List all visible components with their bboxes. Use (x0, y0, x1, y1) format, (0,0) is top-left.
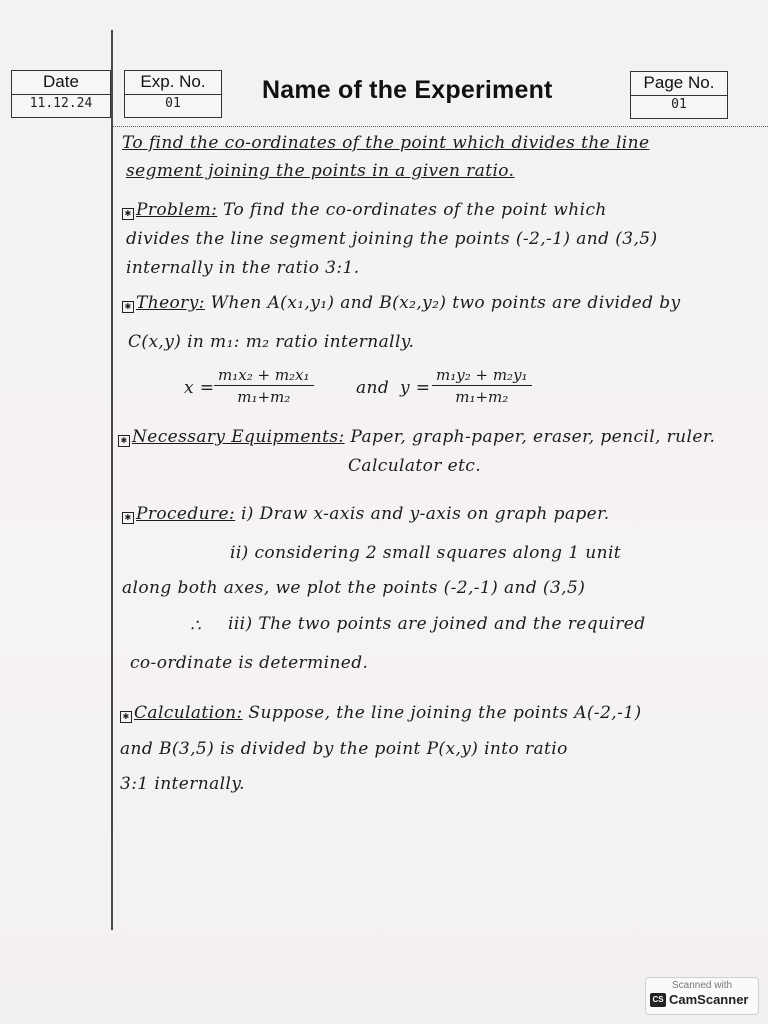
formula-and: and (356, 378, 390, 398)
procedure-line-1 (122, 504, 610, 524)
equipment-text-1: Paper, graph-paper, eraser, pencil, ruler. (350, 427, 716, 447)
bullet-icon: ✱ (122, 512, 134, 524)
procedure-step-1: i) Draw x-axis and y-axis on graph paper. (240, 504, 610, 524)
camscanner-watermark (645, 977, 759, 1015)
page-no-box (630, 71, 728, 119)
problem-line-2: divides the line segment joining the points (-2,-1) and (3,5) (126, 229, 658, 249)
equipment-heading: Necessary Equipments: (132, 427, 345, 447)
calculation-line-2: and B(3,5) is divided by the point P(x,y) into ratio (120, 739, 568, 759)
y-formula-lhs: y = (400, 378, 431, 398)
equipment-line-1 (118, 427, 715, 447)
x-formula-lhs: x = (184, 378, 215, 398)
calculation-line-1 (120, 703, 641, 723)
date-value: 11.12.24 (29, 96, 93, 111)
page-no-value: 01 (671, 97, 687, 112)
experiment-title: Name of the Experiment (262, 76, 553, 104)
y-formula-fraction (432, 366, 532, 406)
problem-text-1: To find the co-ordinates of the point which (223, 200, 607, 220)
procedure-step-3: iii) The two points are joined and the required (228, 614, 646, 634)
camscanner-logo-icon: CS (650, 993, 666, 1007)
date-box (11, 70, 111, 118)
problem-heading: Problem: (136, 200, 218, 220)
bullet-icon: ✱ (118, 435, 130, 447)
x-formula-denominator: m₁+m₂ (237, 388, 291, 406)
problem-line-1 (122, 200, 607, 220)
exp-no-value: 01 (165, 96, 181, 111)
theory-text-1: When A(x₁,y₁) and B(x₂,y₂) two points are divided by (210, 293, 681, 313)
exp-no-label: Exp. No. (125, 71, 221, 95)
camscanner-brand: CamScanner (669, 992, 749, 1007)
theory-line-1 (122, 293, 681, 313)
equipment-line-2: Calculator etc. (348, 456, 482, 476)
margin-line (111, 30, 113, 930)
header-rule (113, 126, 768, 127)
procedure-heading: Procedure: (136, 504, 236, 524)
aim-line-2: segment joining the points in a given ratio. (126, 161, 515, 181)
procedure-step-2: ii) considering 2 small squares along 1 unit (230, 543, 622, 563)
x-formula-fraction (214, 366, 314, 406)
scanned-with-text: Scanned with (672, 980, 733, 991)
bullet-icon: ✱ (120, 711, 132, 723)
theory-line-2: C(x,y) in m₁: m₂ ratio internally. (128, 332, 415, 352)
therefore-mark: ∴ (190, 616, 202, 636)
calculation-text-1: Suppose, the line joining the points A(-2,-1) (248, 703, 642, 723)
calculation-heading: Calculation: (134, 703, 243, 723)
aim-line-1: To find the co-ordinates of the point which divides the line (122, 133, 650, 153)
procedure-step-3b: co-ordinate is determined. (130, 653, 369, 673)
procedure-step-2b: along both axes, we plot the points (-2,-1) and (3,5) (122, 578, 586, 598)
bullet-icon: ✱ (122, 301, 134, 313)
page-no-label: Page No. (631, 72, 727, 96)
bullet-icon: ✱ (122, 208, 134, 220)
date-label: Date (12, 71, 110, 95)
y-formula-denominator: m₁+m₂ (455, 388, 509, 406)
x-formula-numerator: m₁x₂ + m₂x₁ (214, 366, 314, 386)
exp-no-box (124, 70, 222, 118)
y-formula-numerator: m₁y₂ + m₂y₁ (432, 366, 532, 386)
problem-line-3: internally in the ratio 3:1. (126, 258, 360, 278)
theory-heading: Theory: (136, 293, 205, 313)
calculation-line-3: 3:1 internally. (120, 774, 245, 794)
